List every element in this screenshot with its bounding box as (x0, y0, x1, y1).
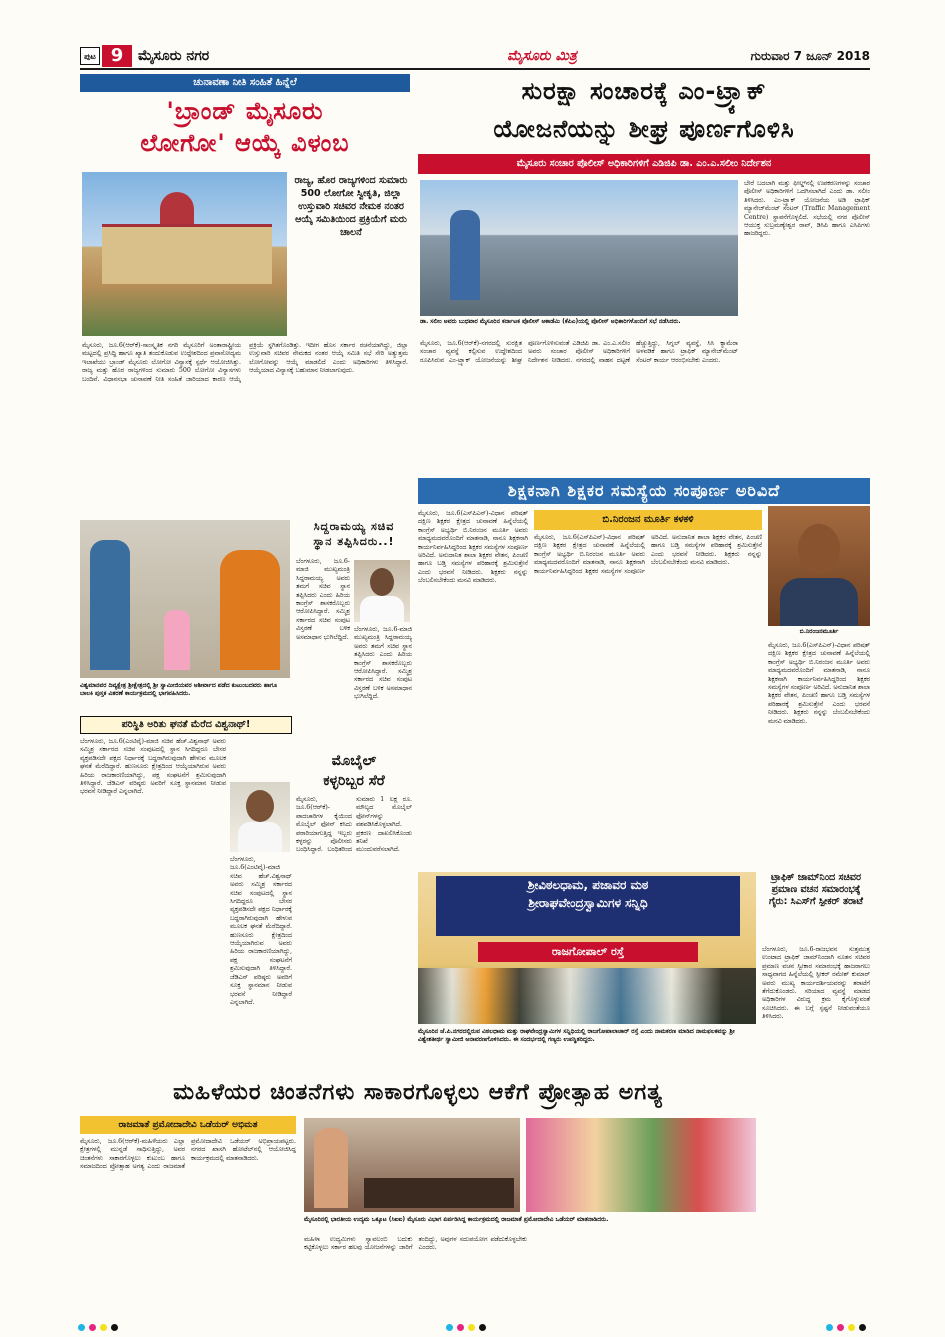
brand-headline-2: ಲೋಗೋ' ಆಯ್ಕೆ ವಿಳಂಬ (140, 129, 350, 157)
portrait-shirt (780, 578, 858, 626)
dais (364, 1178, 514, 1208)
vishwanath-body-2: ಬೆಂಗಳೂರು, ಜೂ.6(ಎಂಟಿವೈ)-ಮಾಜಿ ಸಚಿವ ಹೆಚ್.ವಿಶ್ವನಾಥ್ ಅವರು ಸಮ್ಮಿಶ್ರ ಸರ್ಕಾರದ ಸಚಿವ ಸಂಪುಟದಲ್ಲಿ ಸ್ಥಾನ ಸಿಗದಿದ್ದರೂ ಬೇಸರ ವ್ಯಕ್ತಪಡಿಸದೇ ಪಕ್ಷದ ನಿರ್ಧಾರಕ್ಕೆ ಬದ್ಧರಾಗಿರುವುದಾಗಿ ಹೇಳುವ ಮೂಲಕ ಘನತೆ ಮೆರೆದಿದ್ದಾರೆ. ಹುಣಸೂರು ಕ್ಷೇತ್ರದಿಂದ ಆಯ್ಕೆಯಾಗಿರುವ ಅವರು ಹಿರಿಯ ರಾಜಕಾರಣಿಯಾಗಿದ್ದು, ಪಕ್ಷ ಸಂಘಟನೆಗೆ ಶ್ರಮಿಸುವುದಾಗಿ ತಿಳಿಸಿದ್ದಾರೆ. ಜೆಡಿಎಸ್ ವರಿಷ್ಠರು ಅವರಿಗೆ ಸೂಕ್ತ ಸ್ಥಾನಮಾನ ನೀಡುವ ಭರವಸೆ ನೀಡಿದ್ದಾರೆ ಎನ್ನಲಾಗಿದೆ. (230, 856, 292, 1006)
teacher-byline: ಬಿ.ನಿರಂಜನ ಮೂರ್ತಿ ಕಳಕಳಿ (534, 510, 762, 530)
teacher-portrait-caption: ಬಿ.ನಿರಂಜನಮೂರ್ತಿ (799, 628, 839, 635)
traffic-body: ಬೆಂಗಳೂರು, ಜೂ.6-ರಾಜಭವನ ಸುತ್ತಮುತ್ತ ಉಂಟಾದ ಟ್ರಾಫಿಕ್ ಜಾಮ್‌ನಿಂದಾಗಿ ನೂತನ ಸಚಿವರ ಪ್ರಮಾಣ ವಚನ ಸ್ವೀಕಾರ ಸಮಾರಂಭಕ್ಕೆ ಹಾಜರಾಗಲು ಸಾಧ್ಯವಾಗದ ಹಿನ್ನೆಲೆಯಲ್ಲಿ ಸ್ಪೀಕರ್ ರಮೇಶ್ ಕುಮಾರ್ ಅವರು ಮುಖ್ಯ ಕಾರ್ಯದರ್ಶಿಯವರನ್ನು ತರಾಟೆಗೆ ತೆಗೆದುಕೊಂಡರು. ಸರಿಯಾದ ವ್ಯವಸ್ಥೆ ಮಾಡದ ಅಧಿಕಾರಿಗಳ ವಿರುದ್ಧ ಕ್ರಮ ಕೈಗೊಳ್ಳುವಂತೆ ಸೂಚಿಸಿದರು. ಈ ಬಗ್ಗೆ ಸ್ಪಷ್ಟನೆ ನೀಡುವಂತೆಯೂ ತಿಳಿಸಿದರು. (762, 946, 870, 1021)
page-number: 9 (102, 45, 132, 67)
mtrack-headline-2: ಯೋಜನೆಯನ್ನು ಶೀಘ್ರ ಪೂರ್ಣಗೊಳಿಸಿ (493, 115, 795, 143)
brand-kicker: ಚುನಾವಣಾ ನೀತಿ ಸಂಹಿತೆ ಹಿನ್ನೆಲೆ (80, 74, 410, 92)
mobile-body: ಮೈಸೂರು, ಜೂ.6(ಆರ್‌ಕೆ)-ಪಾದಚಾರಿಗಳ ಕೈಯಿಂದ ಮೊಬೈಲ್ ಫೋನ್ ಕಸಿದು ಪರಾರಿಯಾಗುತ್ತಿದ್ದ ಇಬ್ಬರು ಕಳ್ಳರನ್ನು ಪೊಲೀಸರು ಬಂಧಿಸಿದ್ದಾರೆ. ಬಂಧಿತರಿಂದ ಸುಮಾರು 1 ಲಕ್ಷ ರೂ. ಮೌಲ್ಯದ ಮೊಬೈಲ್ ಫೋನ್‌ಗಳನ್ನು ವಶಪಡಿಸಿಕೊಳ್ಳಲಾಗಿದೆ. ಪ್ರಕರಣ ದಾಖಲಿಸಿಕೊಂಡು ತನಿಖೆ ಮುಂದುವರೆಸಲಾಗಿದೆ. (296, 796, 412, 854)
vishwanath-portrait (230, 782, 290, 852)
registration-marks-right (826, 1316, 906, 1326)
women-photo-2 (526, 1118, 756, 1212)
women-kicker: ರಾಜಮಾತೆ ಪ್ರಮೋದಾದೇವಿ ಒಡೆಯರ್ ಅಭಿಮತ (80, 1116, 296, 1134)
section-name: ಮೈಸೂರು ನಗರ (138, 48, 210, 64)
traffic-headline: ಟ್ರಾಫಿಕ್ ಜಾಮ್‌ನಿಂದ ಸಚಿವರ ಪ್ರಮಾಣ ವಚನ ಸಮಾರಂಭಕ್ಕೆ ಗೈರು: ಸಿಎಸ್‌ಗೆ ಸ್ಪೀಕರ್ ತರಾಟೆ (769, 872, 863, 907)
magenta-dot (837, 1324, 844, 1331)
sidda-body-2: ಬೆಂಗಳೂರು, ಜೂ.6-ಮಾಜಿ ಮುಖ್ಯಮಂತ್ರಿ ಸಿದ್ದರಾಮಯ್ಯ ಅವರು ತಮಗೆ ಸಚಿವ ಸ್ಥಾನ ತಪ್ಪಿಸಿದರು ಎಂದು ಹಿರಿಯ ಕಾಂಗ್ರೆಸ್ ಶಾಸಕರೊಬ್ಬರು ಆರೋಪಿಸಿದ್ದಾರೆ. ಸಮ್ಮಿಶ್ರ ಸರ್ಕಾರದ ಸಚಿವ ಸಂಪುಟ ವಿಸ್ತರಣೆ ಬಳಿಕ ಅಸಮಾಧಾನ ಭುಗಿಲೆದ್ದಿದೆ. (354, 626, 412, 701)
palace-photo (82, 172, 287, 336)
paper-logo: ಮೈಸೂರು ಮಿತ್ರ (507, 48, 577, 64)
child-figure (164, 610, 190, 670)
sidda-headline-2: ಸ್ಥಾನ ತಪ್ಪಿಸಿದರು..! (313, 535, 395, 548)
brand-sidebar: ರಾಜ್ಯ, ಹೊರ ರಾಜ್ಯಗಳಿಂದ ಸುಮಾರು 500 ಲೋಗೋ ಸ್ವೀಕೃತಿ, ಜಿಲ್ಲಾ ಉಸ್ತುವಾರಿ ಸಚಿವರ ನೇಮಕ ನಂತರ ಆಯ್ಕೆ ಸಮಿತಿಯಿಂದ ಪ್ರಕ್ರಿಯೆಗೆ ಮರು ಚಾಲನೆ (294, 175, 408, 238)
masthead-rule (80, 68, 870, 70)
visitor-man (90, 540, 130, 670)
issue-date: ಗುರುವಾರ 7 ಜೂನ್ 2018 (750, 49, 870, 63)
black-dot (479, 1324, 486, 1331)
cyan-dot (446, 1324, 453, 1331)
speaker-woman (314, 1128, 348, 1208)
registration-marks-left (78, 1316, 158, 1326)
vishwanath-face (246, 790, 274, 822)
mtrack-body-right: ಬೇರೆ ಬದಲಾಗಿ ಮತ್ತು ಫೀಲ್ಡ್‌ನಲ್ಲಿ ಉಪಕರಣಗಳನ್ನು ಸಂಚಾರ ಪೊಲೀಸ್ ಅಧಿಕಾರಿಗಳಿಗೆ ಒದಗಿಸಲಾಗಿದೆ ಎಂದು ಡಾ. ಸಲೀಂ ತಿಳಿಸಿದರು. ಎಂ-ಟ್ರ್ಯಾಕ್ ಯೋಜನೆಯ ಅಡಿ ಟ್ರಾಫಿಕ್ ಮ್ಯಾನೇಜ್‌ಮೆಂಟ್ ಸೆಂಟರ್ (Traffic Management Centre) ಸ್ಥಾಪನೆಗೊಳ್ಳಲಿದೆ. ಸಭೆಯಲ್ಲಿ ನಗರ ಪೊಲೀಸ್ ಆಯುಕ್ತ ಸುಬ್ರಮಣ್ಯೇಶ್ವರ ರಾವ್, ಡಿಸಿಪಿ ಹಾಗೂ ಎಸಿಪಿಗಳು ಹಾಜರಿದ್ದರು. (744, 180, 870, 238)
swami-figure (220, 550, 280, 670)
yellow-dot (468, 1324, 475, 1331)
temple-photo-block (418, 872, 756, 1068)
women-story (80, 1076, 756, 1308)
temple-caption: ಮೈಸೂರಿನ ಜೆ.ಪಿ.ನಗರದಲ್ಲಿರುವ ವಿಠಲಧಾಮ ಮತ್ತು ರಾಘವೇಂದ್ರಸ್ವಾಮಿಗಳ ಸನ್ನಿಧಿಯಲ್ಲಿ ರಾಜಗೋಪಾಲಾಚಾರ್ ರಸ್ತೆ ಎಂದು ನಾಮಕರಣ ಮಾಡಿದ ನಾಮಫಲಕವನ್ನು ಶ್ರೀ ವಿಶ್ವೇಶತೀರ್ಥ ಸ್ವಾಮೀಜಿ ಅನಾವರಣಗೊಳಿಸಿದರು. ಈ ಸಂದರ್ಭದಲ್ಲಿ ಗಣ್ಯರು ಉಪಸ್ಥಿತರಿದ್ದರು. (418, 1028, 735, 1043)
mobile-headline-2: ಕಳ್ಳರಿಬ್ಬರ ಸೆರೆ (323, 773, 385, 789)
sidda-shirt (360, 596, 404, 622)
masthead (80, 45, 870, 69)
visit-caption: ವಿಶ್ವಮಾನವರ ದಿವ್ಯಕ್ಷೇತ್ರ ಶ್ರೀಕ್ಷೇತ್ರದಲ್ಲಿ ಶ್ರೀ ಸ್ವಾಮೀಜಿಯವರ ಆಶೀರ್ವಾದ ಪಡೆದ ಕುಟುಂಬದವರು ಹಾಗೂ ಬಾಲಕಿ ಪುಸ್ತಕ ವಿತರಣೆ ಕಾರ್ಯಕ್ರಮದಲ್ಲಿ ಭಾಗವಹಿಸಿದರು. (80, 682, 278, 697)
banner-line-2: ಶ್ರೀರಾಘವೇಂದ್ರಸ್ವಾಮಿಗಳ ಸನ್ನಿಧಿ (528, 896, 648, 910)
speaker-figure (450, 210, 480, 300)
temple-photo (418, 872, 756, 1024)
page-label: ಪುಟ (84, 52, 96, 61)
mtrack-story (418, 74, 870, 476)
vishwanath-headline: ಪರಿಸ್ಥಿತಿ ಅರಿತು ಘನತೆ ಮೆರೆದ ವಿಶ್ವನಾಥ್! (80, 716, 292, 734)
temple-banner (436, 876, 740, 936)
banner-line-1: ಶ್ರೀವಿಠಲಧಾಮ, ಪಜಾವರ ಮಠ (527, 878, 649, 892)
mtrack-body: ಮೈಸೂರು, ಜೂ.6(ಆರ್‌ಕೆ)-ನಗರದಲ್ಲಿ ಸುರಕ್ಷಿತ ಸಂಚಾರ ವ್ಯವಸ್ಥೆ ಕಲ್ಪಿಸುವ ಉದ್ದೇಶದಿಂದ ರೂಪಿಸಿರುವ ಎಂ-ಟ್ರ್ಯಾಕ್ ಯೋಜನೆಯನ್ನು ಶೀಘ್ರ ಪೂರ್ಣಗೊಳಿಸುವಂತೆ ಎಡಿಜಿಪಿ ಡಾ. ಎಂ.ಎ.ಸಲೀಂ ಅವರು ಸಂಚಾರ ಪೊಲೀಸ್ ಅಧಿಕಾರಿಗಳಿಗೆ ನಿರ್ದೇಶನ ನೀಡಿದರು. ನಗರದಲ್ಲಿ ವಾಹನ ದಟ್ಟಣೆ ಹೆಚ್ಚುತ್ತಿದ್ದು, ಸಿಗ್ನಲ್ ವ್ಯವಸ್ಥೆ, ಸಿಸಿ ಕ್ಯಾಮೆರಾ ಅಳವಡಿಕೆ ಹಾಗೂ ಟ್ರಾಫಿಕ್ ಮ್ಯಾನೇಜ್‌ಮೆಂಟ್ ಸೆಂಟರ್ ಕಾರ್ಯ ಆರಂಭಿಸಬೇಕು ಎಂದರು. (420, 340, 738, 364)
black-dot (111, 1324, 118, 1331)
meeting-photo (420, 180, 738, 316)
siddaramaiah-story (296, 520, 412, 748)
palace-facade (102, 224, 272, 284)
brand-headline-1: 'ಬ್ರಾಂಡ್ ಮೈಸೂರು (166, 97, 324, 125)
sidda-body: ಬೆಂಗಳೂರು, ಜೂ.6-ಮಾಜಿ ಮುಖ್ಯಮಂತ್ರಿ ಸಿದ್ದರಾಮಯ್ಯ ಅವರು ತಮಗೆ ಸಚಿವ ಸ್ಥಾನ ತಪ್ಪಿಸಿದರು ಎಂದು ಹಿರಿಯ ಕಾಂಗ್ರೆಸ್ ಶಾಸಕರೊಬ್ಬರು ಆರೋಪಿಸಿದ್ದಾರೆ. ಸಮ್ಮಿಶ್ರ ಸರ್ಕಾರದ ಸಚಿವ ಸಂಪುಟ ವಿಸ್ತರಣೆ ಬಳಿಕ ಅಸಮಾಧಾನ ಭುಗಿಲೆದ್ದಿದೆ. (296, 558, 350, 641)
brand-body: ಮೈಸೂರು, ಜೂ.6(ಆರ್‌ಕೆ)-ಸಾಂಸ್ಕೃತಿಕ ನಗರಿ ಮೈಸೂರಿಗೆ ಅಂತಾರಾಷ್ಟ್ರೀಯ ಮಟ್ಟದಲ್ಲಿ ಪ್ರಸಿದ್ಧಿ ಹಾಗೂ ಖ್ಯಾತಿ ತಂದುಕೊಡುವ ಉದ್ದೇಶದಿಂದ ಪ್ರವಾಸೋದ್ಯಮ ಇಲಾಖೆಯು ಬ್ರಾಂಡ್ ಮೈಸೂರು ಲೋಗೋ ವಿನ್ಯಾಸಕ್ಕೆ ಸ್ಪರ್ಧೆ ಆಯೋಜಿಸಿತ್ತು. ರಾಜ್ಯ ಮತ್ತು ಹೊರ ರಾಜ್ಯಗಳಿಂದ ಸುಮಾರು 500 ಲೋಗೋ ವಿನ್ಯಾಸಗಳು ಬಂದಿವೆ. ವಿಧಾನಸಭಾ ಚುನಾವಣೆ ನೀತಿ ಸಂಹಿತೆ ಜಾರಿಯಾದ ಕಾರಣ ಆಯ್ಕೆ ಪ್ರಕ್ರಿಯೆ ಸ್ಥಗಿತಗೊಂಡಿತ್ತು. ಇದೀಗ ಹೊಸ ಸರ್ಕಾರ ರಚನೆಯಾಗಿದ್ದು, ಜಿಲ್ಲಾ ಉಸ್ತುವಾರಿ ಸಚಿವರ ನೇಮಕದ ನಂತರ ಆಯ್ಕೆ ಸಮಿತಿ ಸಭೆ ಸೇರಿ ಅತ್ಯುತ್ತಮ ಲೋಗೋವನ್ನು ಆಯ್ಕೆ ಮಾಡಲಿದೆ ಎಂದು ಅಧಿಕಾರಿಗಳು ತಿಳಿಸಿದ್ದಾರೆ. ಆಯ್ಕೆಯಾದ ವಿನ್ಯಾಸಕ್ಕೆ ಬಹುಮಾನ ನೀಡಲಾಗುವುದು. (82, 342, 408, 383)
registration-marks-center (446, 1316, 526, 1326)
mobile-headline-1: ಮೊಬೈಲ್ (331, 753, 377, 769)
teacher-story (418, 478, 870, 868)
teacher-headline: ಶಿಕ್ಷಕನಾಗಿ ಶಿಕ್ಷಕರ ಸಮಸ್ಯೆಯ ಸಂಪೂರ್ಣ ಅರಿವಿದೆ (418, 478, 870, 504)
vishwanath-shirt (238, 822, 282, 852)
visit-photo (80, 520, 290, 678)
brand-story (80, 74, 410, 514)
cyan-dot (78, 1324, 85, 1331)
traffic-story (762, 872, 870, 1306)
sidda-portrait (354, 560, 410, 622)
yellow-dot (848, 1324, 855, 1331)
sidda-headline-1: ಸಿದ್ದರಾಮಯ್ಯ ಸಚಿವ (313, 520, 395, 533)
yellow-dot (100, 1324, 107, 1331)
magenta-dot (89, 1324, 96, 1331)
black-dot (859, 1324, 866, 1331)
vishwanath-story (80, 716, 292, 1068)
women-body-right: ಮಹಿಳಾ ಉದ್ಯಮಿಗಳು ಸ್ವಾವಲಂಬಿ ಬದುಕು ಕಟ್ಟಿಕೊಳ್ಳಲು ಸರ್ಕಾರ ಹಲವು ಯೋಜನೆಗಳನ್ನು ಜಾರಿಗೆ ತಂದಿದ್ದು, ಅವುಗಳ ಸದುಪಯೋಗ ಪಡೆದುಕೊಳ್ಳಬೇಕು ಎಂದರು. (304, 1236, 527, 1252)
visit-photo-block (80, 520, 290, 712)
palace-dome (160, 192, 194, 226)
crowd-row (418, 968, 756, 1024)
teacher-body-2: ಮೈಸೂರು, ಜೂ.6(ಎಸ್‌ಪಿಎನ್)-ವಿಧಾನ ಪರಿಷತ್ ದಕ್ಷಿಣ ಶಿಕ್ಷಕರ ಕ್ಷೇತ್ರದ ಚುನಾವಣೆ ಹಿನ್ನೆಲೆಯಲ್ಲಿ ಕಾಂಗ್ರೆಸ್ ಅಭ್ಯರ್ಥಿ ಬಿ.ನಿರಂಜನ ಮೂರ್ತಿ ಅವರು ಮಾಧ್ಯಮದವರೊಂದಿಗೆ ಮಾತನಾಡಿ, ನಾನೂ ಶಿಕ್ಷಕನಾಗಿ ಕಾರ್ಯನಿರ್ವಹಿಸಿದ್ದರಿಂದ ಶಿಕ್ಷಕರ ಸಮಸ್ಯೆಗಳ ಸಂಪೂರ್ಣ ಅರಿವಿದೆ. ಅನುದಾನಿತ ಶಾಲಾ ಶಿಕ್ಷಕರ ವೇತನ, ಪಿಂಚಣಿ ಹಾಗೂ ಬಡ್ತಿ ಸಮಸ್ಯೆಗಳ ಪರಿಹಾರಕ್ಕೆ ಶ್ರಮಿಸುತ್ತೇನೆ ಎಂದು ಭರವಸೆ ನೀಡಿದರು. ಶಿಕ್ಷಕರು ನನ್ನನ್ನು ಬೆಂಬಲಿಸಬೇಕೆಂದು ಮನವಿ ಮಾಡಿದರು. (534, 534, 762, 575)
sidda-face (370, 568, 394, 596)
vishwanath-body: ಬೆಂಗಳೂರು, ಜೂ.6(ಎಂಟಿವೈ)-ಮಾಜಿ ಸಚಿವ ಹೆಚ್.ವಿಶ್ವನಾಥ್ ಅವರು ಸಮ್ಮಿಶ್ರ ಸರ್ಕಾರದ ಸಚಿವ ಸಂಪುಟದಲ್ಲಿ ಸ್ಥಾನ ಸಿಗದಿದ್ದರೂ ಬೇಸರ ವ್ಯಕ್ತಪಡಿಸದೇ ಪಕ್ಷದ ನಿರ್ಧಾರಕ್ಕೆ ಬದ್ಧರಾಗಿರುವುದಾಗಿ ಹೇಳುವ ಮೂಲಕ ಘನತೆ ಮೆರೆದಿದ್ದಾರೆ. ಹುಣಸೂರು ಕ್ಷೇತ್ರದಿಂದ ಆಯ್ಕೆಯಾಗಿರುವ ಅವರು ಹಿರಿಯ ರಾಜಕಾರಣಿಯಾಗಿದ್ದು, ಪಕ್ಷ ಸಂಘಟನೆಗೆ ಶ್ರಮಿಸುವುದಾಗಿ ತಿಳಿಸಿದ್ದಾರೆ. ಜೆಡಿಎಸ್ ವರಿಷ್ಠರು ಅವರಿಗೆ ಸೂಕ್ತ ಸ್ಥಾನಮಾನ ನೀಡುವ ಭರವಸೆ ನೀಡಿದ್ದಾರೆ ಎನ್ನಲಾಗಿದೆ. (80, 738, 226, 796)
portrait-face (798, 524, 840, 574)
magenta-dot (457, 1324, 464, 1331)
women-photo-1 (304, 1118, 520, 1212)
teacher-body: ಮೈಸೂರು, ಜೂ.6(ಎಸ್‌ಪಿಎನ್)-ವಿಧಾನ ಪರಿಷತ್ ದಕ್ಷಿಣ ಶಿಕ್ಷಕರ ಕ್ಷೇತ್ರದ ಚುನಾವಣೆ ಹಿನ್ನೆಲೆಯಲ್ಲಿ ಕಾಂಗ್ರೆಸ್ ಅಭ್ಯರ್ಥಿ ಬಿ.ನಿರಂಜನ ಮೂರ್ತಿ ಅವರು ಮಾಧ್ಯಮದವರೊಂದಿಗೆ ಮಾತನಾಡಿ, ನಾನೂ ಶಿಕ್ಷಕನಾಗಿ ಕಾರ್ಯನಿರ್ವಹಿಸಿದ್ದರಿಂದ ಶಿಕ್ಷಕರ ಸಮಸ್ಯೆಗಳ ಸಂಪೂರ್ಣ ಅರಿವಿದೆ. ಅನುದಾನಿತ ಶಾಲಾ ಶಿಕ್ಷಕರ ವೇತನ, ಪಿಂಚಣಿ ಹಾಗೂ ಬಡ್ತಿ ಸಮಸ್ಯೆಗಳ ಪರಿಹಾರಕ್ಕೆ ಶ್ರಮಿಸುತ್ತೇನೆ ಎಂದು ಭರವಸೆ ನೀಡಿದರು. ಶಿಕ್ಷಕರು ನನ್ನನ್ನು ಬೆಂಬಲಿಸಬೇಕೆಂದು ಮನವಿ ಮಾಡಿದರು. (418, 510, 528, 585)
women-body: ಮೈಸೂರು, ಜೂ.6(ಆರ್‌ಕೆ)-ಮಹಿಳೆಯರು ಎಲ್ಲಾ ಕ್ಷೇತ್ರಗಳಲ್ಲಿ ಮುನ್ನಡೆ ಸಾಧಿಸುತ್ತಿದ್ದು, ಅವರ ಚಿಂತನೆಗಳು ಸಾಕಾರಗೊಳ್ಳಲು ಕುಟುಂಬ ಹಾಗೂ ಸಮಾಜದಿಂದ ಪ್ರೋತ್ಸಾಹ ಅಗತ್ಯ ಎಂದು ರಾಜಮಾತೆ ಪ್ರಮೋದಾದೇವಿ ಒಡೆಯರ್ ಅಭಿಪ್ರಾಯಪಟ್ಟರು. ನಗರದ ಖಾಸಗಿ ಹೋಟೆಲ್‌ನಲ್ಲಿ ಆಯೋಜಿಸಿದ್ದ ಕಾರ್ಯಕ್ರಮದಲ್ಲಿ ಮಾತನಾಡಿದರು. (80, 1138, 296, 1171)
road-nameplate: ರಾಜಗೋಪಾಲ್ ರಸ್ತೆ (478, 942, 698, 962)
teacher-body-3: ಮೈಸೂರು, ಜೂ.6(ಎಸ್‌ಪಿಎನ್)-ವಿಧಾನ ಪರಿಷತ್ ದಕ್ಷಿಣ ಶಿಕ್ಷಕರ ಕ್ಷೇತ್ರದ ಚುನಾವಣೆ ಹಿನ್ನೆಲೆಯಲ್ಲಿ ಕಾಂಗ್ರೆಸ್ ಅಭ್ಯರ್ಥಿ ಬಿ.ನಿರಂಜನ ಮೂರ್ತಿ ಅವರು ಮಾಧ್ಯಮದವರೊಂದಿಗೆ ಮಾತನಾಡಿ, ನಾನೂ ಶಿಕ್ಷಕನಾಗಿ ಕಾರ್ಯನಿರ್ವಹಿಸಿದ್ದರಿಂದ ಶಿಕ್ಷಕರ ಸಮಸ್ಯೆಗಳ ಸಂಪೂರ್ಣ ಅರಿವಿದೆ. ಅನುದಾನಿತ ಶಾಲಾ ಶಿಕ್ಷಕರ ವೇತನ, ಪಿಂಚಣಿ ಹಾಗೂ ಬಡ್ತಿ ಸಮಸ್ಯೆಗಳ ಪರಿಹಾರಕ್ಕೆ ಶ್ರಮಿಸುತ್ತೇನೆ ಎಂದು ಭರವಸೆ ನೀಡಿದರು. ಶಿಕ್ಷಕರು ನನ್ನನ್ನು ಬೆಂಬಲಿಸಬೇಕೆಂದು ಮನವಿ ಮಾಡಿದರು. (768, 642, 870, 725)
women-headline: ಮಹಿಳೆಯರ ಚಿಂತನೆಗಳು ಸಾಕಾರಗೊಳ್ಳಲು ಆಕೆಗೆ ಪ್ರೋತ್ಸಾಹ ಅಗತ್ಯ (173, 1080, 663, 1105)
women-caption: ಮೈಸೂರಿನಲ್ಲಿ ಭಾರತೀಯ ಉದ್ಯಮ ಒಕ್ಕೂಟ (ಸಿಐಐ) ಮೈಸೂರು ವಿಭಾಗ ಏರ್ಪಡಿಸಿದ್ದ ಕಾರ್ಯಕ್ರಮದಲ್ಲಿ ರಾಜಮಾತೆ ಪ್ರಮೋದಾದೇವಿ ಒಡೆಯರ್ ಮಾತನಾಡಿದರು. (304, 1216, 609, 1223)
teacher-portrait (768, 506, 870, 626)
page-label-box (80, 47, 100, 65)
cyan-dot (826, 1324, 833, 1331)
mtrack-headline-1: ಸುರಕ್ಷಾ ಸಂಚಾರಕ್ಕೆ ಎಂ-ಟ್ರ್ಯಾಕ್ (521, 77, 767, 105)
mobile-story (296, 752, 412, 1068)
mtrack-caption: ಡಾ. ಸಲೀಂ ಅವರು ಬುಧವಾರ ಮೈಸೂರಿನ ಕರ್ನಾಟಕ ಪೊಲೀಸ್ ಅಕಾಡೆಮಿ (ಕೆಪಿಎ)ಯಲ್ಲಿ ಪೊಲೀಸ್ ಅಧಿಕಾರಿಗಳೊಂದಿಗೆ ಸಭೆ ನಡೆಸಿದರು. (420, 318, 681, 325)
mtrack-subhead: ಮೈಸೂರು ಸಂಚಾರ ಪೊಲೀಸ್ ಅಧಿಕಾರಿಗಳಿಗೆ ಎಡಿಜಿಪಿ ಡಾ. ಎಂ.ಎ.ಸಲೀಂ ನಿರ್ದೇಶನ (418, 154, 870, 174)
